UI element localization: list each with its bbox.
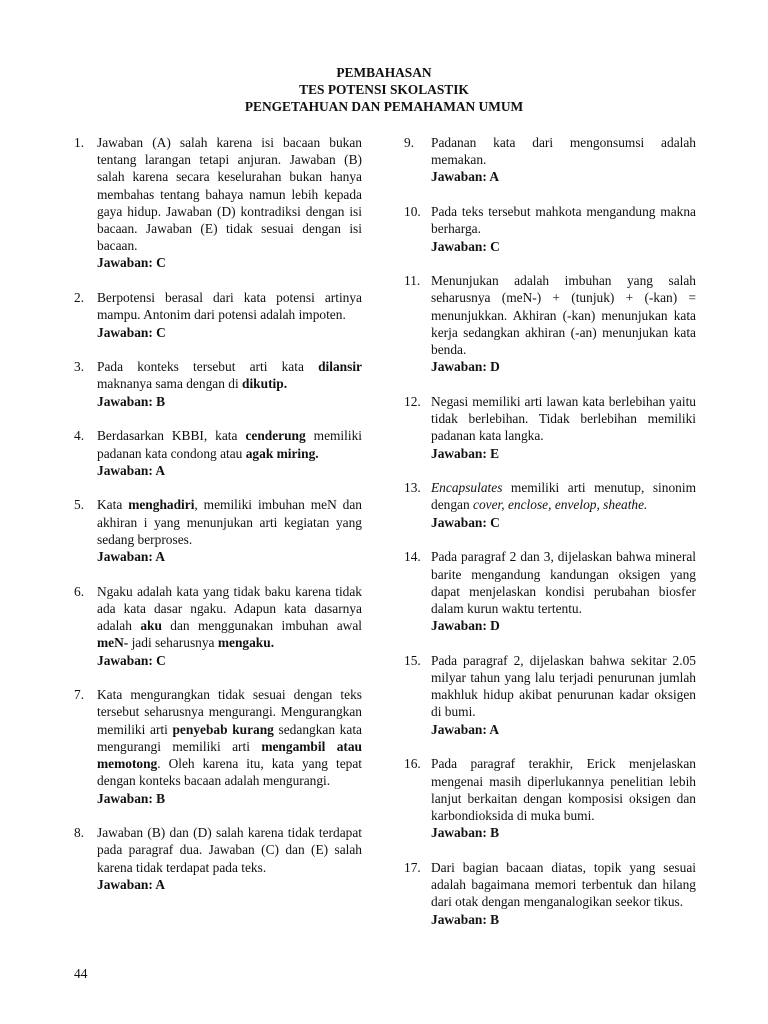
answer-label: Jawaban: C [431, 238, 500, 254]
item-explanation [97, 427, 362, 461]
item-explanation [431, 548, 696, 617]
explanation-text: Pada paragraf 2, dijelaskan bahwa sekitar 2.05 milyar tahun yang lalu terjadi penurunan jumlah makhluk hidup akibat penurunan kadar oksigen di bumi. [431, 652, 696, 720]
explanation-text: agak miring. [245, 445, 319, 461]
answer-label: Jawaban: B [97, 790, 166, 806]
item-explanation [97, 134, 362, 254]
answer-item [406, 548, 696, 634]
header-title: PEMBAHASAN [336, 65, 432, 80]
answer-item [406, 203, 696, 255]
answer-item [406, 859, 696, 928]
item-number: 15. [404, 652, 421, 668]
item-number: 1. [74, 135, 85, 150]
item-number: 9. [404, 135, 415, 150]
explanation-text: Pada paragraf terakhir, Erick menjelaskan mengenai masih diperlukannya penelitian lebih lanjut berkaitan dengan komposisi oksigen dan karbondioksida di muka bumi. [431, 756, 696, 823]
answer-label: Jawaban: B [97, 393, 166, 409]
explanation-text: dikutip. [242, 376, 288, 392]
explanation-text: cenderung [245, 428, 306, 444]
explanation-text: dan menggunakan imbuhan awal [161, 618, 362, 634]
item-number: 14. [404, 549, 421, 565]
answer-item [74, 358, 362, 410]
answer-label: Jawaban: C [97, 324, 166, 340]
explanation-text: Menunjukan adalah imbuhan yang salah seharusnya (meN-) + (tunjuk) + (-kan) = menunjukkan. Akhiran (-kan) menunjukan kata kerja sedangkan akhiran (-an) menunjukan kata benda. [431, 273, 696, 358]
item-explanation [431, 393, 696, 445]
explanation-text: memiliki padanan kata condong atau [97, 428, 363, 461]
left-column [74, 134, 362, 911]
item-explanation [97, 289, 362, 323]
explanation-text: . Oleh karena itu, kata yang tepat dengan konteks bacaan adalah mengurangi. [97, 756, 362, 789]
answer-label: Jawaban: A [97, 462, 166, 478]
explanation-text: Jawaban (B) dan (D) salah karena tidak terdapat pada paragraf dua. Jawaban (C) dan (E) salah karena tidak terdapat pada teks. [97, 825, 362, 875]
item-explanation [97, 583, 362, 652]
item-number: 3. [74, 359, 85, 375]
item-explanation [97, 824, 362, 876]
explanation-text: Jawaban (A) salah karena isi bacaan bukan tentang larangan tetapi anjuran. Jawaban (B) salah karena secara keselurahan bukan hanya membahas tentang bahaya namun lebih kepada gaya hidup. Jawaban (D) kontradiksi dengan isi bacaan. Jawaban (E) tidak sesuai dengan isi bacaan. [97, 135, 362, 254]
item-explanation [431, 134, 696, 168]
answer-item [74, 427, 362, 479]
document-header [0, 64, 768, 115]
item-number: 17. [404, 859, 421, 875]
explanation-text: mengaku. [217, 635, 275, 651]
item-explanation [431, 479, 696, 513]
explanation-text: jadi seharusnya [128, 635, 218, 651]
explanation-text: memiliki arti menutup, sinonim dengan [431, 480, 696, 513]
page-number: 44 [74, 966, 88, 981]
explanation-text: meN- [97, 635, 129, 651]
explanation-text: Berdasarkan KBBI, kata [97, 428, 246, 444]
answer-item [406, 393, 696, 462]
item-number: 8. [74, 825, 85, 841]
answer-item [74, 583, 362, 669]
answer-item [406, 652, 696, 738]
answer-label: Jawaban: A [431, 169, 500, 185]
answer-item [406, 479, 696, 531]
explanation-text: menghadiri [128, 497, 195, 513]
explanation-text: Pada konteks tersebut arti kata [97, 359, 319, 375]
answer-label: Jawaban: A [431, 721, 500, 737]
answer-label: Jawaban: E [431, 445, 500, 461]
header-subtitle: TES POTENSI SKOLASTIK [299, 82, 469, 97]
answer-item [74, 686, 362, 806]
item-explanation [431, 755, 696, 824]
explanation-text: Padanan kata dari mengonsumsi adalah memakan. [431, 135, 696, 168]
answer-item [406, 134, 696, 186]
answer-label: Jawaban: A [97, 549, 166, 565]
answer-item [406, 272, 696, 375]
answer-label: Jawaban: A [97, 876, 166, 892]
explanation-text: Kata [97, 497, 129, 513]
explanation-text: dilansir [318, 359, 362, 375]
answer-item [74, 134, 362, 272]
answer-label: Jawaban: D [431, 359, 500, 375]
answer-label: Jawaban: C [97, 652, 166, 668]
explanation-text: penyebab kurang [172, 721, 274, 737]
explanation-text: , memiliki imbuhan meN dan akhiran i yang menunjukan arti kegiatan yang sedang berproses. [97, 497, 362, 547]
explanation-text: aku [140, 618, 162, 634]
explanation-text: maknanya sama dengan di [97, 376, 243, 392]
item-explanation [97, 686, 362, 789]
item-number: 10. [404, 204, 421, 220]
explanation-text: Pada paragraf 2 dan 3, dijelaskan bahwa mineral barite mengandung kandungan oksigen yang dapat menjelaskan kondisi perubahan biosfer dalam kurun waktu tertentu. [431, 549, 696, 616]
answer-label: Jawaban: C [97, 255, 166, 271]
answer-item [74, 289, 362, 341]
item-number: 6. [74, 583, 85, 599]
answer-item [74, 496, 362, 565]
item-explanation [97, 358, 362, 392]
item-explanation [97, 496, 362, 548]
item-explanation [431, 272, 696, 358]
answer-item [74, 824, 362, 893]
item-number: 13. [404, 480, 421, 496]
explanation-text: Dari bagian bacaan diatas, topik yang sesuai adalah bagaimana memori terbentuk dan hilang dari otak dengan menganalogikan seekor tikus. [431, 859, 696, 910]
header-section: PENGETAHUAN DAN PEMAHAMAN UMUM [244, 99, 524, 114]
item-number: 4. [74, 428, 85, 444]
item-number: 2. [74, 290, 85, 306]
explanation-text: Berpotensi berasal dari kata potensi artinya mampu. Antonim dari potensi adalah impoten. [97, 290, 362, 323]
explanation-text: cover, enclose, envelop, sheathe. [473, 497, 648, 513]
answer-label: Jawaban: D [431, 618, 500, 634]
explanation-text: Encapsulates [431, 480, 503, 496]
answer-item [406, 755, 696, 841]
explanation-text: mengambil atau memotong [97, 738, 362, 772]
item-explanation [431, 652, 696, 721]
explanation-text: Negasi memiliki arti lawan kata berlebihan yaitu tidak berlebihan. Tidak berlebihan memiliki padanan kata langka. [431, 393, 696, 444]
item-number: 12. [404, 393, 421, 409]
answer-label: Jawaban: B [431, 911, 500, 927]
explanation-text: Ngaku adalah kata yang tidak baku karena tidak ada kata dasar ngaku. Adapun kata dasarnya adalah [97, 583, 362, 634]
item-explanation [431, 859, 696, 911]
item-number: 7. [74, 687, 85, 703]
item-number: 11. [404, 273, 421, 289]
item-explanation [431, 203, 696, 237]
answer-label: Jawaban: B [431, 825, 500, 841]
right-column [406, 134, 696, 945]
explanation-text: Pada teks tersebut mahkota mengandung makna berharga. [431, 204, 696, 237]
item-number: 5. [74, 497, 85, 513]
explanation-text: sedangkan kata mengurangi memiliki arti [97, 721, 362, 754]
answer-label: Jawaban: C [431, 514, 500, 530]
explanation-text: Kata mengurangkan tidak sesuai dengan teks tersebut seharusnya mengurangi. Mengurangkan memiliki arti [97, 687, 362, 737]
item-number: 16. [404, 756, 421, 772]
